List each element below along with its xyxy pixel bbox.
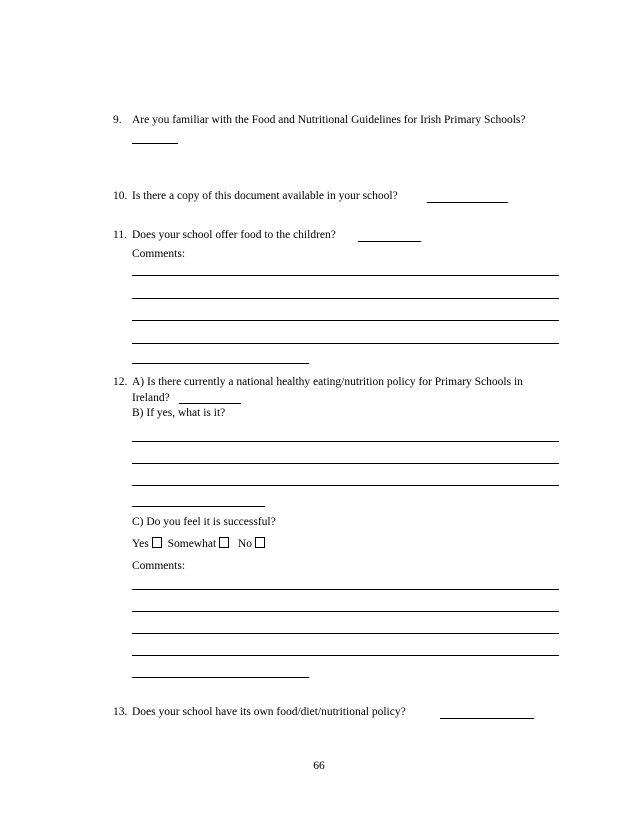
- yes-checkbox[interactable]: [152, 537, 162, 548]
- option-somewhat-label: Somewhat: [167, 538, 217, 550]
- option-yes-label: Yes: [132, 538, 149, 550]
- question-9-text: Are you familiar with the Food and Nutritional Guidelines for Irish Primary Schools?: [132, 114, 526, 126]
- question-11-text: Does your school offer food to the children?: [132, 229, 336, 241]
- question-11-comment-line[interactable]: [132, 298, 559, 299]
- no-checkbox[interactable]: [255, 537, 265, 548]
- question-13-answer-blank[interactable]: [440, 718, 534, 719]
- question-12-part-a-line2: Ireland?: [132, 392, 170, 404]
- question-9-answer-blank[interactable]: [132, 143, 178, 144]
- question-13-number: 13.: [113, 706, 128, 718]
- question-11-answer-blank[interactable]: [358, 241, 421, 242]
- question-12-part-b: B) If yes, what is it?: [132, 407, 226, 419]
- question-11-comments-label: Comments:: [132, 248, 186, 260]
- question-12-part-b-line[interactable]: [132, 485, 559, 486]
- question-10-number: 10.: [113, 190, 128, 202]
- question-12-comment-line[interactable]: [132, 611, 559, 612]
- question-13-text: Does your school have its own food/diet/nutritional policy?: [132, 706, 406, 718]
- page-number: 66: [313, 760, 325, 772]
- question-10-answer-blank[interactable]: [427, 202, 508, 203]
- question-12-comment-line[interactable]: [132, 633, 559, 634]
- question-11-comment-line[interactable]: [132, 363, 309, 364]
- question-12-options: [132, 537, 268, 551]
- question-12-part-a-line1: A) Is there currently a national healthy eating/nutrition policy for Primary Schools in: [132, 376, 523, 388]
- question-12-comment-line[interactable]: [132, 677, 309, 678]
- question-11-comment-line[interactable]: [132, 275, 559, 276]
- question-9-number: 9.: [113, 114, 122, 126]
- option-no-label: No: [237, 538, 252, 550]
- question-12-part-b-line[interactable]: [132, 506, 265, 507]
- question-12-number: 12.: [113, 376, 128, 388]
- question-11-comment-line[interactable]: [132, 343, 559, 344]
- question-12-comments-label: Comments:: [132, 560, 186, 572]
- question-11-comment-line[interactable]: [132, 320, 559, 321]
- question-12-part-b-line[interactable]: [132, 441, 559, 442]
- somewhat-checkbox[interactable]: [219, 537, 229, 548]
- question-12-comment-line[interactable]: [132, 589, 559, 590]
- question-10-text: Is there a copy of this document available in your school?: [132, 190, 398, 202]
- question-12-part-c: C) Do you feel it is successful?: [132, 516, 276, 528]
- question-12-part-b-line[interactable]: [132, 463, 559, 464]
- question-11-number: 11.: [113, 229, 127, 241]
- question-12-part-a-answer-blank[interactable]: [179, 403, 241, 404]
- question-12-comment-line[interactable]: [132, 655, 559, 656]
